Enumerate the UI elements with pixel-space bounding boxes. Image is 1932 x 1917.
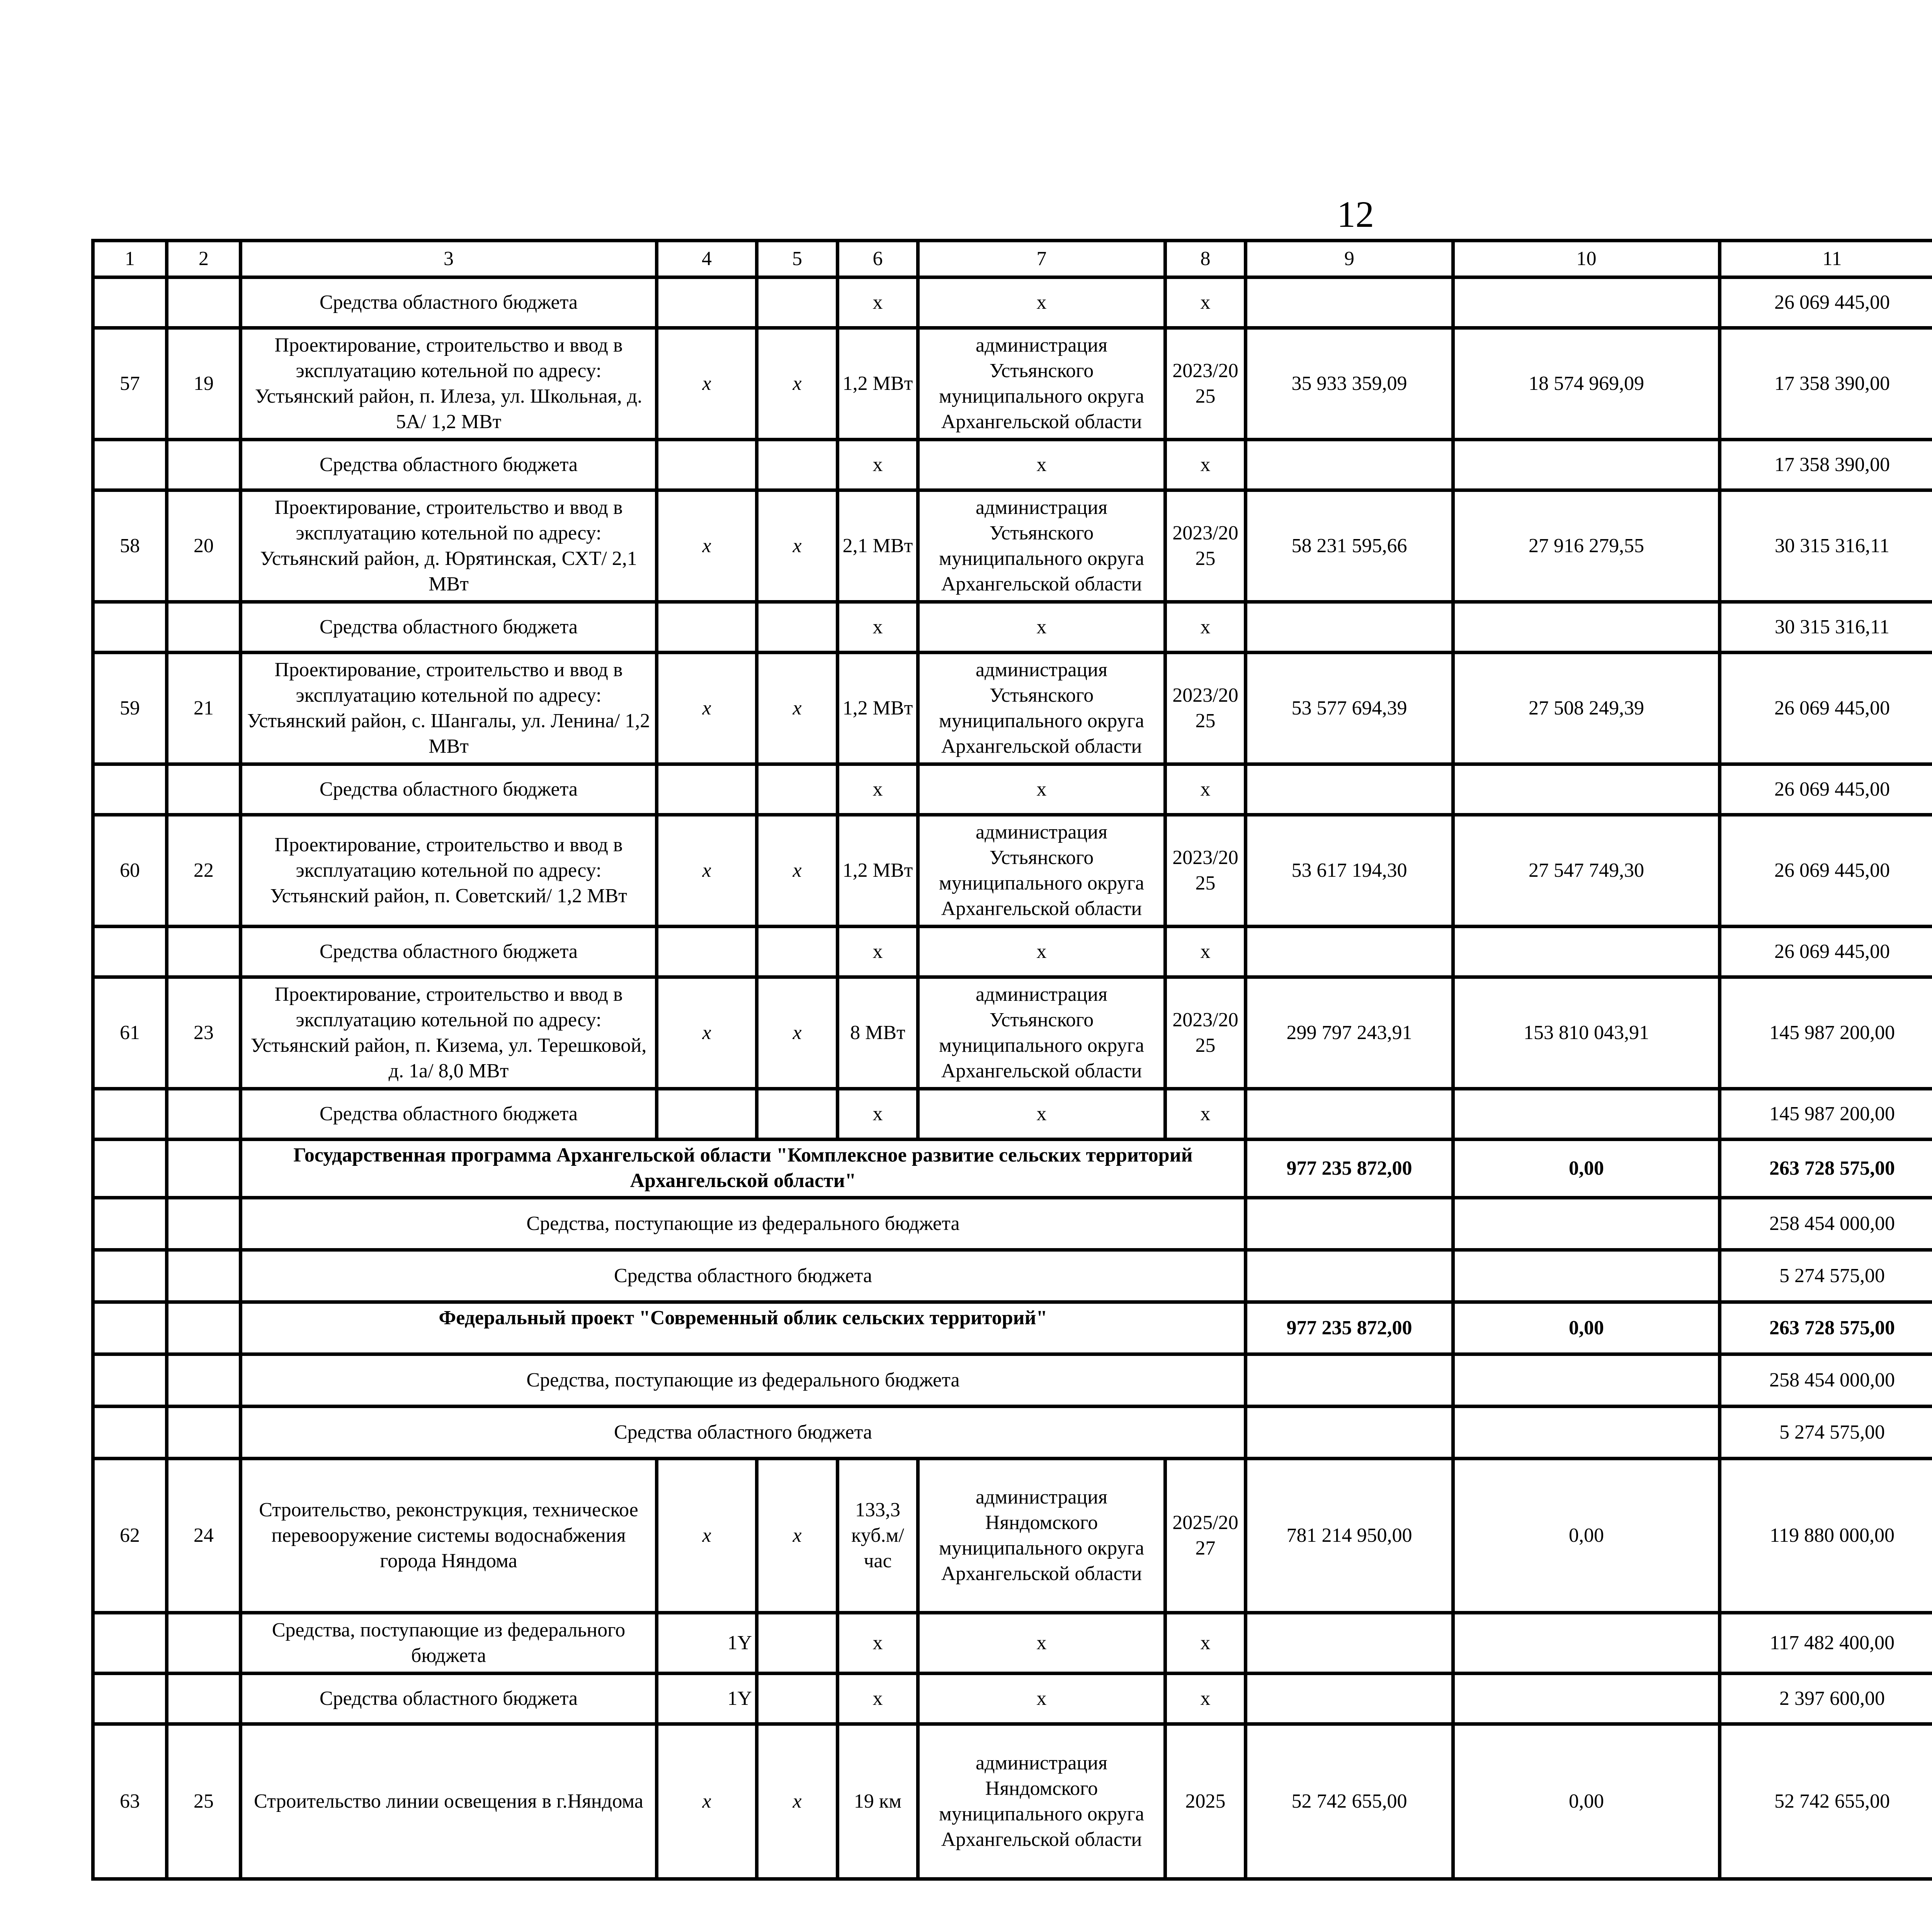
placeholder-x: х bbox=[757, 653, 838, 764]
amount-cell: 781 214 950,00 bbox=[1246, 1459, 1453, 1613]
amount-cell: 145 987 200,00 bbox=[1720, 977, 1932, 1089]
period: 2023/2025 bbox=[1165, 328, 1246, 440]
amount-cell: 26 069 445,00 bbox=[1720, 927, 1932, 977]
amount-cell: 5 274 575,00 bbox=[1720, 1250, 1932, 1302]
budget-table bbox=[91, 239, 1932, 1881]
amount-cell: 0,00 bbox=[1453, 1724, 1720, 1879]
regional-budget-row bbox=[93, 1674, 1932, 1724]
placeholder-x: х bbox=[918, 440, 1165, 490]
amount-cell: 30 315 316,11 bbox=[1720, 490, 1932, 602]
budget-code: 1Y bbox=[657, 1674, 757, 1724]
funding-source-label: Средства областного бюджета bbox=[241, 1674, 657, 1724]
row-number: 59 bbox=[93, 653, 167, 764]
regional-budget-row bbox=[93, 764, 1932, 815]
amount-cell: 17 358 390,00 bbox=[1720, 328, 1932, 440]
amount-cell: 30 315 316,11 bbox=[1720, 602, 1932, 653]
placeholder-x: х bbox=[1165, 927, 1246, 977]
funding-source-label: Средства областного бюджета bbox=[241, 927, 657, 977]
regional-budget-row bbox=[93, 927, 1932, 977]
amount-cell: 977 235 872,00 bbox=[1246, 1140, 1453, 1198]
amount-cell: 263 728 575,00 bbox=[1720, 1302, 1932, 1354]
placeholder-x: х bbox=[657, 1459, 757, 1613]
capacity: 1,2 МВт bbox=[838, 653, 918, 764]
regional-budget-row bbox=[93, 1089, 1932, 1140]
amount-cell: 0,00 bbox=[1453, 1140, 1720, 1198]
amount-cell: 977 235 872,00 bbox=[1246, 1302, 1453, 1354]
responsible-org: администрация Устьянского муниципального округа Архангельской области bbox=[918, 977, 1165, 1089]
placeholder-x: х bbox=[838, 1089, 918, 1140]
responsible-org: администрация Няндомского муниципального округа Архангельской области bbox=[918, 1459, 1165, 1613]
amount-cell: 27 916 279,55 bbox=[1453, 490, 1720, 602]
period: 2025 bbox=[1165, 1724, 1246, 1879]
placeholder-x: х bbox=[838, 1613, 918, 1674]
amount-cell: 53 577 694,39 bbox=[1246, 653, 1453, 764]
column-number: 2 bbox=[167, 241, 241, 277]
placeholder-x: х bbox=[918, 927, 1165, 977]
federal-budget-row bbox=[93, 1354, 1932, 1407]
placeholder-x: х bbox=[757, 328, 838, 440]
responsible-org: администрация Устьянского муниципального округа Архангельской области bbox=[918, 653, 1165, 764]
responsible-org: администрация Устьянского муниципального округа Архангельской области bbox=[918, 490, 1165, 602]
funding-source-label: Средства, поступающие из федерального бюджета bbox=[241, 1354, 1246, 1407]
project-name: Строительство, реконструкция, техническое перевооружение системы водоснабжения города Няндома bbox=[241, 1459, 657, 1613]
capacity: 133,3 куб.м/час bbox=[838, 1459, 918, 1613]
regional-budget-row bbox=[93, 1250, 1932, 1302]
amount-cell: 299 797 243,91 bbox=[1246, 977, 1453, 1089]
item-number: 21 bbox=[167, 653, 241, 764]
funding-source-label: Средства областного бюджета bbox=[241, 1250, 1246, 1302]
federal-project-row bbox=[93, 1302, 1932, 1354]
amount-cell: 258 454 000,00 bbox=[1720, 1198, 1932, 1250]
project-row bbox=[93, 328, 1932, 440]
placeholder-x: х bbox=[1165, 277, 1246, 328]
federal-budget-row bbox=[93, 1198, 1932, 1250]
amount-cell: 258 454 000,00 bbox=[1720, 1354, 1932, 1407]
funding-source-label: Средства, поступающие из федерального бюджета bbox=[241, 1613, 657, 1674]
capacity: 19 км bbox=[838, 1724, 918, 1879]
item-number: 20 bbox=[167, 490, 241, 602]
placeholder-x: х bbox=[657, 977, 757, 1089]
row-number: 61 bbox=[93, 977, 167, 1089]
amount-cell: 52 742 655,00 bbox=[1720, 1724, 1932, 1879]
row-number: 57 bbox=[93, 328, 167, 440]
column-number: 4 bbox=[657, 241, 757, 277]
project-name: Проектирование, строительство и ввод в эксплуатацию котельной по адресу: Устьянский район, п. Кизема, ул. Терешковой, д. 1а/ 8,0 МВт bbox=[241, 977, 657, 1089]
capacity: 1,2 МВт bbox=[838, 328, 918, 440]
placeholder-x: х bbox=[918, 277, 1165, 328]
funding-source-label: Средства, поступающие из федерального бюджета bbox=[241, 1198, 1246, 1250]
placeholder-x: х bbox=[838, 927, 918, 977]
period: 2023/2025 bbox=[1165, 490, 1246, 602]
placeholder-x: х bbox=[838, 1674, 918, 1724]
item-number: 23 bbox=[167, 977, 241, 1089]
column-number: 1 bbox=[93, 241, 167, 277]
amount-cell: 0,00 bbox=[1453, 1302, 1720, 1354]
regional-budget-row bbox=[93, 277, 1932, 328]
placeholder-x: х bbox=[918, 602, 1165, 653]
placeholder-x: х bbox=[757, 815, 838, 927]
funding-source-label: Средства областного бюджета bbox=[241, 1089, 657, 1140]
column-number: 7 bbox=[918, 241, 1165, 277]
amount-cell: 27 547 749,30 bbox=[1453, 815, 1720, 927]
placeholder-x: х bbox=[918, 764, 1165, 815]
amount-cell: 58 231 595,66 bbox=[1246, 490, 1453, 602]
amount-cell: 117 482 400,00 bbox=[1720, 1613, 1932, 1674]
amount-cell: 26 069 445,00 bbox=[1720, 764, 1932, 815]
period: 2023/2025 bbox=[1165, 653, 1246, 764]
placeholder-x: х bbox=[838, 440, 918, 490]
project-row bbox=[93, 1724, 1932, 1879]
item-number: 19 bbox=[167, 328, 241, 440]
amount-cell: 119 880 000,00 bbox=[1720, 1459, 1932, 1613]
placeholder-x: х bbox=[657, 328, 757, 440]
placeholder-x: х bbox=[757, 490, 838, 602]
regional-budget-row bbox=[93, 440, 1932, 490]
project-name: Проектирование, строительство и ввод в эксплуатацию котельной по адресу: Устьянский район, п. Советский/ 1,2 МВт bbox=[241, 815, 657, 927]
item-number: 24 bbox=[167, 1459, 241, 1613]
row-number: 60 bbox=[93, 815, 167, 927]
period: 2023/2025 bbox=[1165, 977, 1246, 1089]
column-number: 5 bbox=[757, 241, 838, 277]
column-number: 10 bbox=[1453, 241, 1720, 277]
amount-cell: 17 358 390,00 bbox=[1720, 440, 1932, 490]
row-number: 58 bbox=[93, 490, 167, 602]
placeholder-x: х bbox=[838, 602, 918, 653]
project-row bbox=[93, 490, 1932, 602]
amount-cell: 53 617 194,30 bbox=[1246, 815, 1453, 927]
amount-cell: 26 069 445,00 bbox=[1720, 653, 1932, 764]
responsible-org: администрация Няндомского муниципального округа Архангельской области bbox=[918, 1724, 1165, 1879]
page-number: 12 bbox=[1337, 194, 1374, 235]
amount-cell: 5 274 575,00 bbox=[1720, 1407, 1932, 1459]
amount-cell: 26 069 445,00 bbox=[1720, 277, 1932, 328]
placeholder-x: х bbox=[1165, 440, 1246, 490]
placeholder-x: х bbox=[757, 1459, 838, 1613]
placeholder-x: х bbox=[1165, 1674, 1246, 1724]
placeholder-x: х bbox=[838, 277, 918, 328]
program-title: Государственная программа Архангельской области "Комплексное развитие сельских территорий Архангельской области" bbox=[241, 1140, 1246, 1198]
funding-source-label: Средства областного бюджета bbox=[241, 277, 657, 328]
placeholder-x: х bbox=[757, 1724, 838, 1879]
period: 2025/2027 bbox=[1165, 1459, 1246, 1613]
placeholder-x: х bbox=[918, 1613, 1165, 1674]
funding-source-label: Средства областного бюджета bbox=[241, 764, 657, 815]
project-name: Строительство линии освещения в г.Няндома bbox=[241, 1724, 657, 1879]
project-row bbox=[93, 1459, 1932, 1613]
placeholder-x: х bbox=[918, 1674, 1165, 1724]
amount-cell: 0,00 bbox=[1453, 1459, 1720, 1613]
capacity: 2,1 МВт bbox=[838, 490, 918, 602]
placeholder-x: х bbox=[657, 653, 757, 764]
placeholder-x: х bbox=[838, 764, 918, 815]
federal-project-title: Федеральный проект "Современный облик сельских территорий" bbox=[241, 1302, 1246, 1354]
amount-cell: 35 933 359,09 bbox=[1246, 328, 1453, 440]
project-name: Проектирование, строительство и ввод в эксплуатацию котельной по адресу: Устьянский район, д. Юрятинская, СХТ/ 2,1 МВт bbox=[241, 490, 657, 602]
regional-budget-row bbox=[93, 1407, 1932, 1459]
project-row bbox=[93, 653, 1932, 764]
placeholder-x: х bbox=[1165, 602, 1246, 653]
project-name: Проектирование, строительство и ввод в эксплуатацию котельной по адресу: Устьянский район, п. Илеза, ул. Школьная, д. 5А/ 1,2 МВт bbox=[241, 328, 657, 440]
amount-cell: 263 728 575,00 bbox=[1720, 1140, 1932, 1198]
amount-cell: 26 069 445,00 bbox=[1720, 815, 1932, 927]
amount-cell: 52 742 655,00 bbox=[1246, 1724, 1453, 1879]
column-number: 9 bbox=[1246, 241, 1453, 277]
column-number: 8 bbox=[1165, 241, 1246, 277]
placeholder-x: х bbox=[1165, 1613, 1246, 1674]
capacity: 1,2 МВт bbox=[838, 815, 918, 927]
federal-budget-row bbox=[93, 1613, 1932, 1674]
item-number: 22 bbox=[167, 815, 241, 927]
placeholder-x: х bbox=[1165, 1089, 1246, 1140]
column-number-row bbox=[93, 241, 1932, 277]
project-row bbox=[93, 815, 1932, 927]
row-number: 62 bbox=[93, 1459, 167, 1613]
column-number: 3 bbox=[241, 241, 657, 277]
column-number: 6 bbox=[838, 241, 918, 277]
project-row bbox=[93, 977, 1932, 1089]
regional-budget-row bbox=[93, 602, 1932, 653]
placeholder-x: х bbox=[1165, 764, 1246, 815]
funding-source-label: Средства областного бюджета bbox=[241, 440, 657, 490]
amount-cell: 27 508 249,39 bbox=[1453, 653, 1720, 764]
placeholder-x: х bbox=[657, 1724, 757, 1879]
program-total-row bbox=[93, 1140, 1932, 1198]
funding-source-label: Средства областного бюджета bbox=[241, 602, 657, 653]
project-name: Проектирование, строительство и ввод в эксплуатацию котельной по адресу: Устьянский район, с. Шангалы, ул. Ленина/ 1,2 МВт bbox=[241, 653, 657, 764]
capacity: 8 МВт bbox=[838, 977, 918, 1089]
item-number: 25 bbox=[167, 1724, 241, 1879]
placeholder-x: х bbox=[757, 977, 838, 1089]
amount-cell: 2 397 600,00 bbox=[1720, 1674, 1932, 1724]
budget-code: 1Y bbox=[657, 1613, 757, 1674]
row-number: 63 bbox=[93, 1724, 167, 1879]
funding-source-label: Средства областного бюджета bbox=[241, 1407, 1246, 1459]
placeholder-x: х bbox=[657, 490, 757, 602]
amount-cell: 153 810 043,91 bbox=[1453, 977, 1720, 1089]
column-number: 11 bbox=[1720, 241, 1932, 277]
placeholder-x: х bbox=[918, 1089, 1165, 1140]
responsible-org: администрация Устьянского муниципального округа Архангельской области bbox=[918, 815, 1165, 927]
responsible-org: администрация Устьянского муниципального округа Архангельской области bbox=[918, 328, 1165, 440]
period: 2023/2025 bbox=[1165, 815, 1246, 927]
placeholder-x: х bbox=[657, 815, 757, 927]
amount-cell: 145 987 200,00 bbox=[1720, 1089, 1932, 1140]
amount-cell: 18 574 969,09 bbox=[1453, 328, 1720, 440]
